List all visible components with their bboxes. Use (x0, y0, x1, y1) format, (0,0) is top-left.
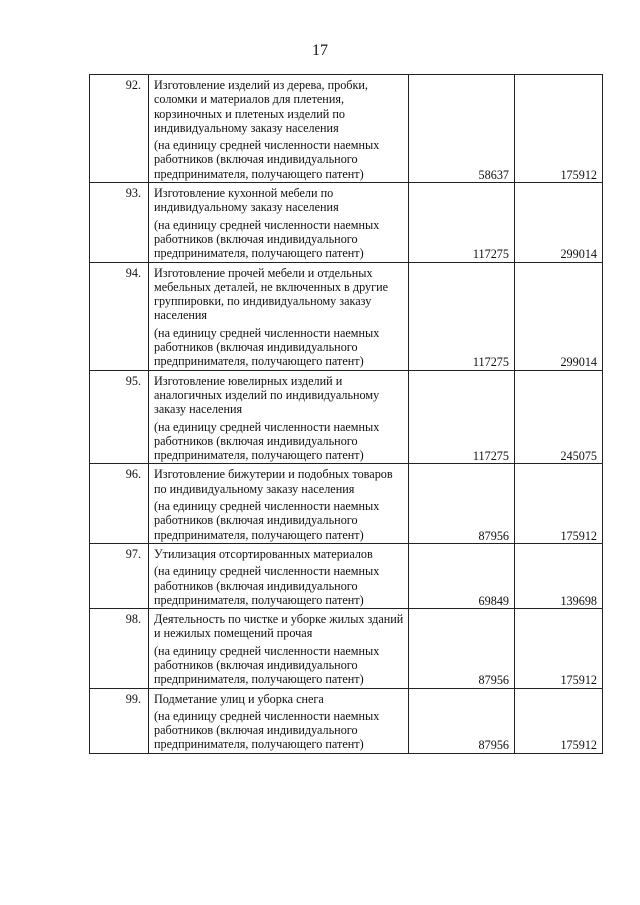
unit-note: (на единицу средней численности наемных работников (включая индивидуального предпринимателя, получающего патент) (154, 499, 380, 542)
activity-title: Изготовление кухонной мебели по индивидуальному заказу населения (154, 186, 339, 215)
table-row (90, 543, 603, 608)
row-number: 94. (90, 262, 149, 370)
row-number: 97. (90, 543, 149, 608)
row-number: 92. (90, 75, 149, 183)
row-description (149, 262, 409, 370)
row-number: 99. (90, 688, 149, 753)
value-cell-2: 299014 (515, 183, 603, 262)
value-cell-1: 87956 (409, 609, 515, 688)
unit-note: (на единицу средней численности наемных работников (включая индивидуального предпринимателя, получающего патент) (154, 217, 380, 261)
row-number: 95. (90, 370, 149, 464)
unit-note: (на единицу средней численности наемных работников (включая индивидуального предпринимателя, получающего патент) (154, 708, 380, 752)
value-cell-2: 175912 (515, 609, 603, 688)
row-description (149, 543, 409, 608)
activity-title: Утилизация отсортированных материалов (154, 546, 373, 561)
row-description (149, 688, 409, 753)
activity-title: Изготовление ювелирных изделий и аналогичных изделий по индивидуальному заказу населения (154, 373, 380, 417)
row-number: 96. (90, 464, 149, 543)
table-row (90, 75, 603, 183)
value-cell-2: 175912 (515, 464, 603, 543)
value-cell-2: 245075 (515, 370, 603, 464)
table-row (90, 262, 603, 370)
page-number: 17 (312, 42, 328, 59)
activity-title: Изготовление прочей мебели и отдельных мебельных деталей, не включенных в другие группировки, по индивидуальному заказу населения (154, 265, 389, 323)
table-row (90, 609, 603, 688)
row-description (149, 609, 409, 688)
activity-title: Деятельность по чистке и уборке жилых зданий и нежилых помещений прочая (154, 612, 404, 641)
table-body (90, 75, 603, 754)
row-description (149, 370, 409, 464)
value-cell-1: 69849 (409, 543, 515, 608)
activity-title: Изготовление бижутерии и подобных товаров по индивидуальному заказу населения (154, 467, 393, 496)
row-description (149, 75, 409, 183)
activity-title: Изготовление изделий из дерева, пробки, соломки и материалов для плетения, корзиночных и плетеных изделий по индивидуальному заказу населения (154, 78, 368, 135)
row-description (149, 464, 409, 543)
table-row (90, 183, 603, 262)
table-row (90, 688, 603, 753)
table-row (90, 370, 603, 464)
value-cell-2: 175912 (515, 75, 603, 183)
activity-title: Подметание улиц и уборка снега (154, 691, 324, 706)
unit-note: (на единицу средней численности наемных работников (включая индивидуального предпринимателя, получающего патент) (154, 419, 380, 463)
value-cell-1: 117275 (409, 262, 515, 370)
value-cell-2: 139698 (515, 543, 603, 608)
row-description (149, 183, 409, 262)
row-number: 98. (90, 609, 149, 688)
value-cell-1: 87956 (409, 464, 515, 543)
value-cell-2: 175912 (515, 688, 603, 753)
value-cell-1: 58637 (409, 75, 515, 183)
value-cell-1: 117275 (409, 183, 515, 262)
value-cell-2: 299014 (515, 262, 603, 370)
tariff-table (89, 74, 603, 754)
unit-note: (на единицу средней численности наемных работников (включая индивидуального предпринимателя, получающего патент) (154, 564, 380, 607)
unit-note: (на единицу средней численности наемных работников (включая индивидуального предпринимателя, получающего патент) (154, 138, 380, 181)
unit-note: (на единицу средней численности наемных работников (включая индивидуального предпринимателя, получающего патент) (154, 325, 380, 369)
value-cell-1: 87956 (409, 688, 515, 753)
unit-note: (на единицу средней численности наемных работников (включая индивидуального предпринимателя, получающего патент) (154, 643, 380, 687)
row-number: 93. (90, 183, 149, 262)
value-cell-1: 117275 (409, 370, 515, 464)
table-row (90, 464, 603, 543)
